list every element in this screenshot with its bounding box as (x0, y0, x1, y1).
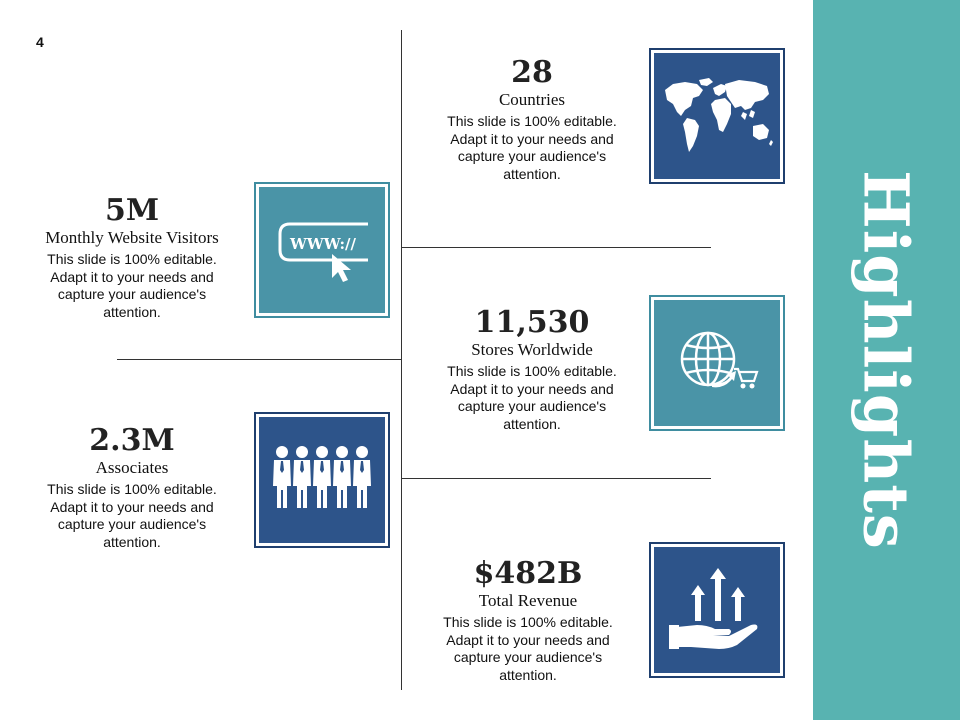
stat-description: This slide is 100% editable. Adapt it to your needs and capture your audience's attention. (443, 614, 613, 683)
highlight-revenue (398, 557, 658, 684)
stat-label: Stores Worldwide (471, 340, 593, 359)
stat-description: This slide is 100% editable. Adapt it to your needs and capture your audience's attention. (47, 251, 217, 320)
visitors-tile (254, 182, 390, 318)
associates-tile (254, 412, 390, 548)
highlight-monthly-visitors (2, 194, 262, 321)
www-cursor-icon (272, 210, 372, 290)
slide-title: Highlights (849, 170, 923, 550)
page-number: 4 (36, 34, 44, 50)
highlight-associates (2, 424, 262, 551)
highlight-stores (402, 306, 662, 433)
people-group-icon (267, 440, 377, 520)
horizontal-divider-left (117, 359, 402, 360)
stores-tile (649, 295, 785, 431)
stat-label: Countries (498, 90, 566, 109)
highlight-countries (402, 56, 662, 183)
countries-tile (649, 48, 785, 184)
stat-label: Associates (95, 458, 169, 477)
stat-label: Monthly Website Visitors (45, 228, 219, 247)
stat-value: 5M (104, 193, 160, 228)
hand-growth-arrows-icon (667, 565, 767, 655)
world-map-icon (659, 76, 775, 156)
stat-value: 28 (511, 55, 553, 90)
stat-label: Total Revenue (478, 591, 578, 610)
globe-cart-icon (672, 323, 762, 403)
horizontal-divider-right-bottom (401, 478, 711, 479)
stat-value: 2.3M (89, 423, 175, 458)
stat-value: $482B (473, 556, 583, 591)
stat-description: This slide is 100% editable. Adapt it to your needs and capture your audience's attention. (447, 363, 617, 432)
svg-text:WWW://: WWW:// (290, 235, 357, 253)
horizontal-divider-right-top (401, 247, 711, 248)
revenue-tile (649, 542, 785, 678)
stat-value: 11,530 (474, 305, 590, 340)
stat-description: This slide is 100% editable. Adapt it to your needs and capture your audience's attention. (447, 113, 617, 182)
stat-description: This slide is 100% editable. Adapt it to your needs and capture your audience's attention. (47, 481, 217, 550)
